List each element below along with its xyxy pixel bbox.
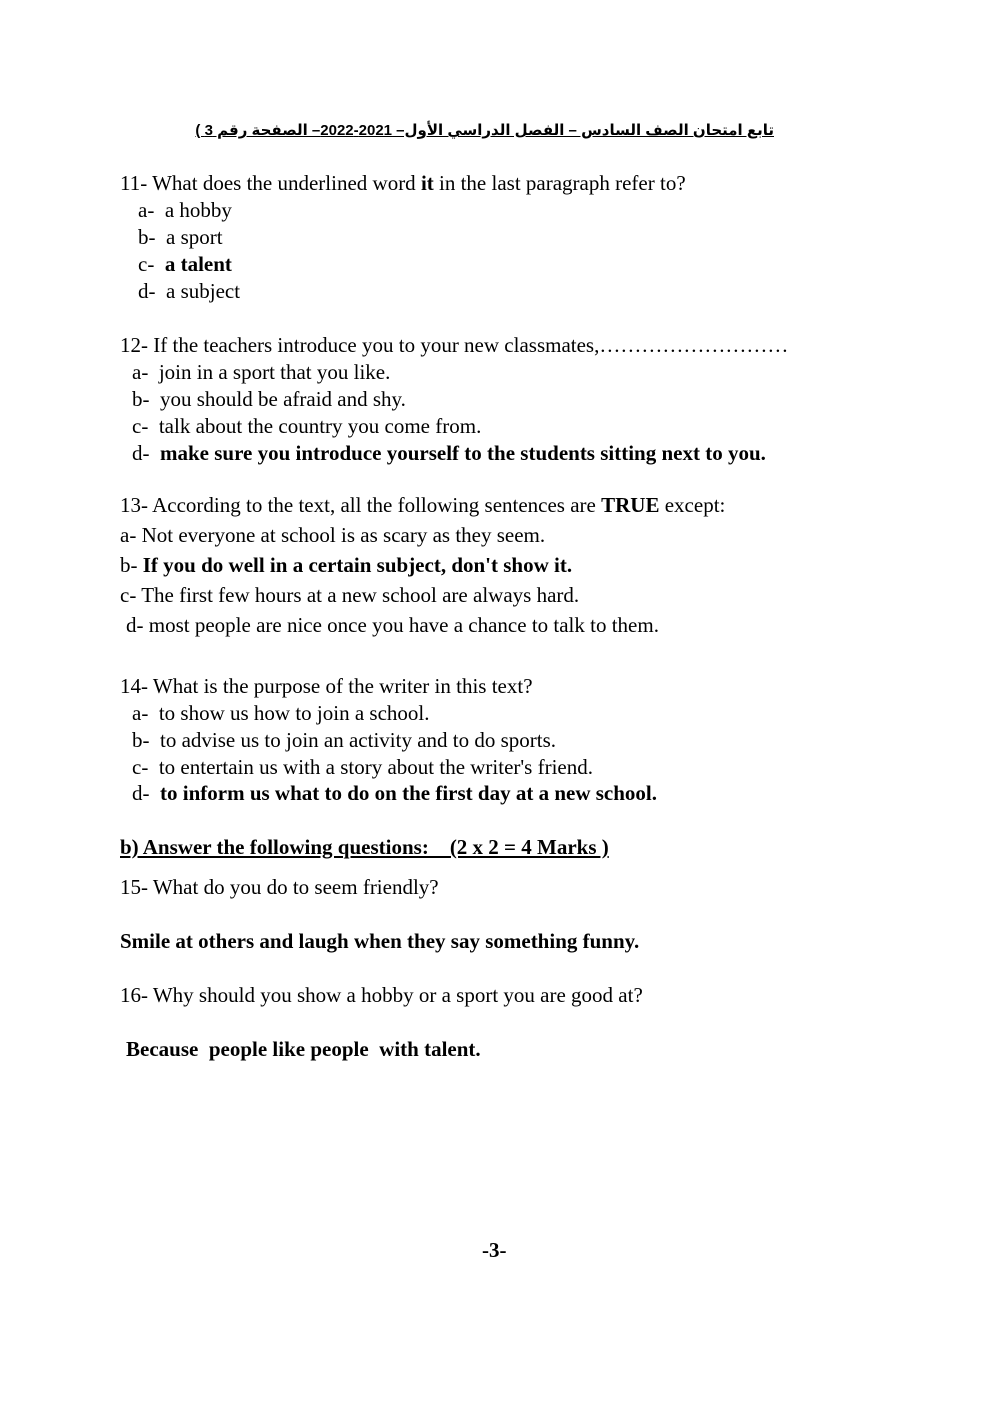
question-15: 15- What do you do to seem friendly?: [120, 875, 439, 899]
question-13: [120, 493, 725, 518]
q12-option-b: b- you should be afraid and shy.: [132, 387, 406, 411]
answer-15: Smile at others and laugh when they say something funny.: [120, 929, 640, 953]
q13-option-d: d- most people are nice once you have a chance to talk to them.: [126, 613, 659, 637]
q11-option-d: d- a subject: [138, 279, 241, 303]
q14-option-a: a- to show us how to join a school.: [132, 701, 430, 725]
page-number: -3-: [482, 1238, 507, 1262]
q11-option-b: b- a sport: [138, 225, 223, 249]
question-text-after: in the last paragraph refer to?: [433, 171, 686, 195]
q12-option-c: c- talk about the country you come from.: [132, 414, 482, 438]
question-text-after: except:: [659, 493, 726, 517]
q13-option-b: b- If you do well in a certain subject, don't show it.: [120, 553, 573, 577]
question-14: [120, 674, 533, 699]
q14-option-b: b- to advise us to join an activity and to do sports.: [132, 728, 557, 752]
question-number: 14-: [120, 674, 148, 698]
question-12: [120, 333, 788, 358]
q11-option-c: c- a talent: [138, 252, 232, 276]
question-11: [120, 171, 686, 196]
question-text-before: According to the text, all the following sentences are: [152, 493, 602, 517]
section-b-title: b) Answer the following questions: (2 x 2 = 4 Marks ): [120, 835, 609, 859]
question-number: 13-: [120, 493, 148, 517]
question-text: What is the purpose of the writer in this text?: [152, 674, 533, 698]
question-text-before: What does the underlined word: [152, 171, 421, 195]
question-keyword: it: [420, 171, 434, 195]
q13-option-a: a- Not everyone at school is as scary as they seem.: [120, 523, 546, 547]
q14-option-c: c- to entertain us with a story about the writer's friend.: [132, 755, 593, 779]
q12-option-a: a- join in a sport that you like.: [132, 360, 391, 384]
question-number: 11-: [120, 171, 148, 195]
q12-option-d: d- make sure you introduce yourself to the students sitting next to you.: [132, 441, 766, 465]
question-text: If the teachers introduce you to your new classmates,………………………: [153, 333, 789, 357]
answer-16: Because people like people with talent.: [126, 1037, 481, 1061]
question-keyword: TRUE: [601, 493, 660, 517]
question-number: 12-: [120, 333, 148, 357]
q11-option-a: a- a hobby: [138, 198, 232, 222]
page-header: تابع امتحان الصف السادس – الفصل الدراسي الأول– 2021-2022– الصفحة رقم 3 ): [195, 122, 774, 139]
question-16: 16- Why should you show a hobby or a sport you are good at?: [120, 983, 643, 1007]
q13-option-c: c- The first few hours at a new school are always hard.: [120, 583, 580, 607]
q14-option-d: d- to inform us what to do on the first day at a new school.: [132, 781, 658, 805]
